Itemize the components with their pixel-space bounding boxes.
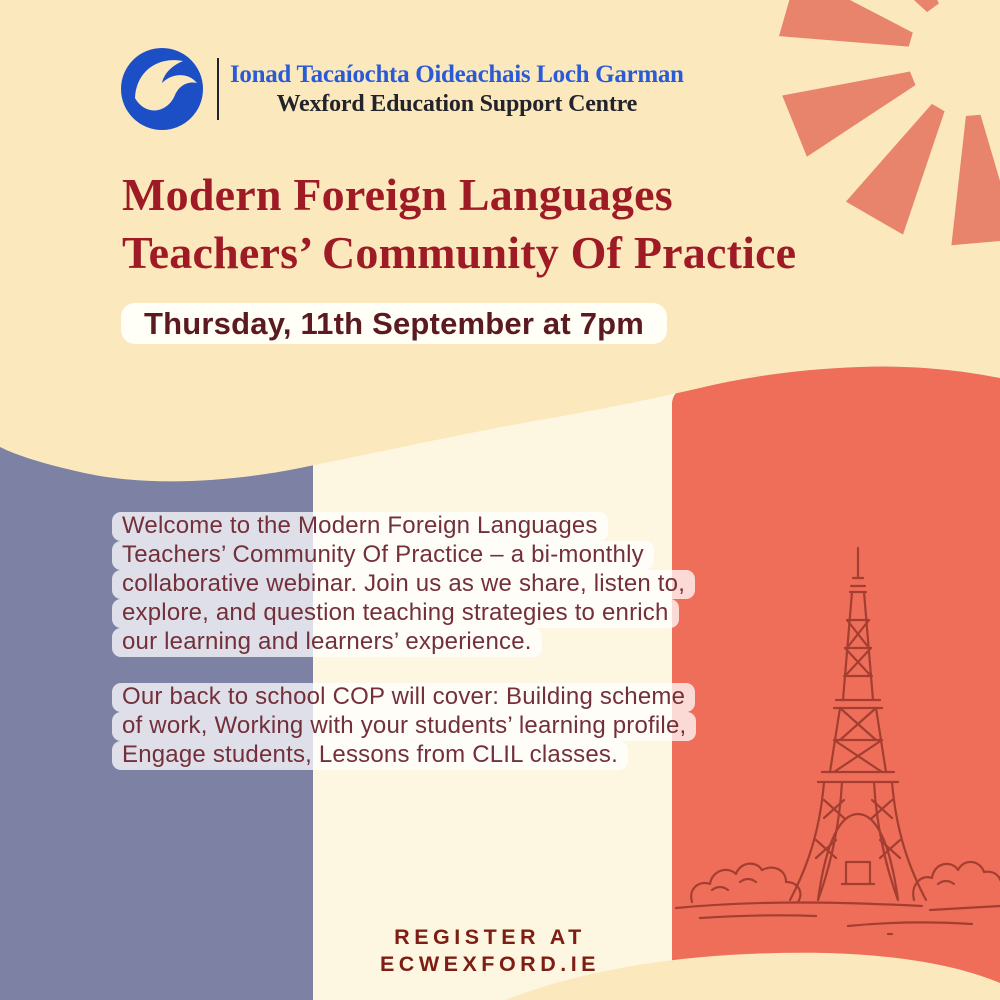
wave-crescent-icon — [121, 48, 203, 130]
register-prefix: REGISTER AT — [394, 925, 586, 949]
footer-register — [0, 924, 980, 978]
event-title — [122, 166, 796, 282]
description-line: Welcome to the Modern Foreign Languages — [112, 512, 608, 541]
wexford-esc-logo — [121, 48, 203, 130]
description-line: Teachers’ Community Of Practice – a bi-monthly — [112, 541, 654, 570]
description-line: our learning and learners’ experience. — [112, 628, 542, 657]
date-badge: Thursday, 11th September at 7pm — [121, 303, 667, 344]
agenda-line: Engage students, Lessons from CLIL classes. — [112, 741, 628, 770]
logo-divider — [217, 58, 219, 120]
org-name-irish: Ionad Tacaíochta Oideachais Loch Garman — [230, 61, 684, 88]
header — [121, 48, 684, 130]
event-title-line2: Teachers’ Community Of Practice — [122, 227, 797, 278]
event-title-line1: Modern Foreign Languages — [122, 169, 673, 220]
register-site: ECWEXFORD.IE — [379, 952, 601, 976]
agenda-line: Our back to school COP will cover: Building scheme — [112, 683, 695, 712]
description-line: collaborative webinar. Join us as we share, listen to, — [112, 570, 695, 599]
agenda-paragraph — [112, 683, 832, 770]
org-names — [230, 61, 684, 117]
body-copy — [112, 512, 832, 770]
org-name-english: Wexford Education Support Centre — [276, 91, 638, 117]
agenda-line: of work, Working with your students’ learning profile, — [112, 712, 696, 741]
description-paragraph — [112, 512, 832, 657]
description-line: explore, and question teaching strategies to enrich — [112, 599, 679, 628]
